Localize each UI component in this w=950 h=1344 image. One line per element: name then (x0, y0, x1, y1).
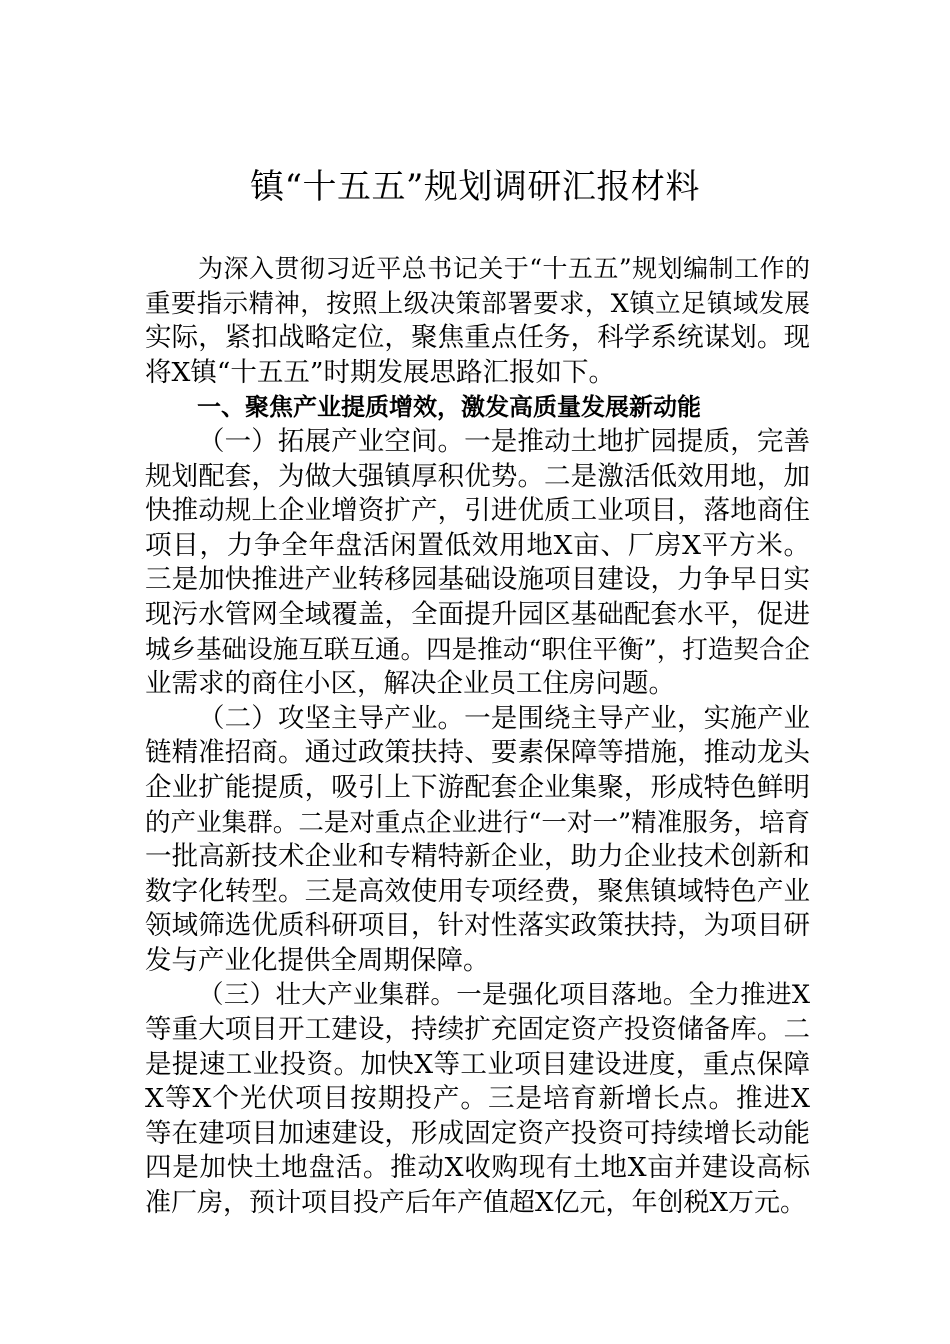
text-line: （三）壮大产业集群。一是强化项目落地。全力推进X (198, 980, 810, 1011)
text-line: 将X镇“十五五”时期发展思路汇报如下。 (145, 356, 615, 388)
text-line: 业需求的商住小区，解决企业员工住房问题。 (145, 668, 675, 700)
document-body (145, 252, 810, 1221)
text-line: 数字化转型。三是高效使用专项经费，聚焦镇域特色产业 (145, 875, 810, 907)
text-line: 等在建项目加速建设，形成固定资产投资可持续增长动能 (145, 1117, 810, 1149)
text-line: 三是加快推进产业转移园基础设施项目建设，力争早日实 (145, 564, 810, 596)
text-line: 一批高新技术企业和专精特新企业，助力企业技术创新和 (145, 841, 810, 873)
text-line: 发与产业化提供全周期保障。 (145, 944, 490, 976)
heading-line: 一、聚焦产业提质增效，激发高质量发展新动能 (197, 393, 701, 422)
text-line: 是提速工业投资。加快X等工业项目建设进度，重点保障 (145, 1048, 810, 1080)
paragraph-intro (145, 252, 810, 390)
text-line: （二）攻坚主导产业。一是围绕主导产业，实施产业 (198, 702, 810, 734)
text-line: 企业扩能提质，吸引上下游配套企业集聚，形成特色鲜明 (145, 771, 810, 803)
text-line: 现污水管网全域覆盖，全面提升园区基础配套水平，促进 (145, 598, 810, 630)
text-line: 项目，力争全年盘活闲置低效用地X亩、厂房X平方米。 (145, 529, 810, 561)
text-line: 等重大项目开工建设，持续扩充固定资产投资储备库。二 (145, 1014, 810, 1046)
text-line: 城乡基础设施互联互通。四是推动“职住平衡”，打造契合企 (145, 634, 810, 665)
text-line: （一）拓展产业空间。一是推动土地扩园提质，完善 (198, 425, 810, 457)
text-line: 快推动规上企业增资扩产，引进优质工业项目，落地商住 (145, 495, 810, 527)
text-line: 重要指示精神，按照上级决策部署要求，X镇立足镇域发展 (145, 288, 810, 319)
text-line: X等X个光伏项目按期投产。三是培育新增长点。推进X (145, 1083, 810, 1115)
text-line: 实际，紧扣战略定位，聚焦重点任务，科学系统谋划。现 (145, 322, 810, 354)
text-line: 的产业集群。二是对重点企业进行“一对一”精准服务，培育 (145, 807, 810, 838)
paragraph-leading-industry (145, 702, 810, 979)
paragraph-expand-space (145, 425, 810, 702)
text-line: 准厂房，预计项目投产后年产值超X亿元，年创税X万元。 (145, 1188, 807, 1219)
text-line: 为深入贯彻习近平总书记关于“十五五”规划编制工作的 (198, 254, 810, 283)
section-heading (145, 390, 810, 425)
text-line: 链精准招商。通过政策扶持、要素保障等措施，推动龙头 (145, 737, 810, 769)
paragraph-industry-cluster (145, 978, 810, 1220)
text-line: 规划配套，为做大强镇厚积优势。二是激活低效用地，加 (145, 460, 810, 492)
text-line: 领域筛选优质科研项目，针对性落实政策扶持，为项目研 (145, 910, 810, 942)
text-line: 四是加快土地盘活。推动X收购现有土地X亩并建设高标 (145, 1152, 810, 1184)
document-title: 镇“十五五”规划调研汇报材料 (250, 167, 700, 207)
